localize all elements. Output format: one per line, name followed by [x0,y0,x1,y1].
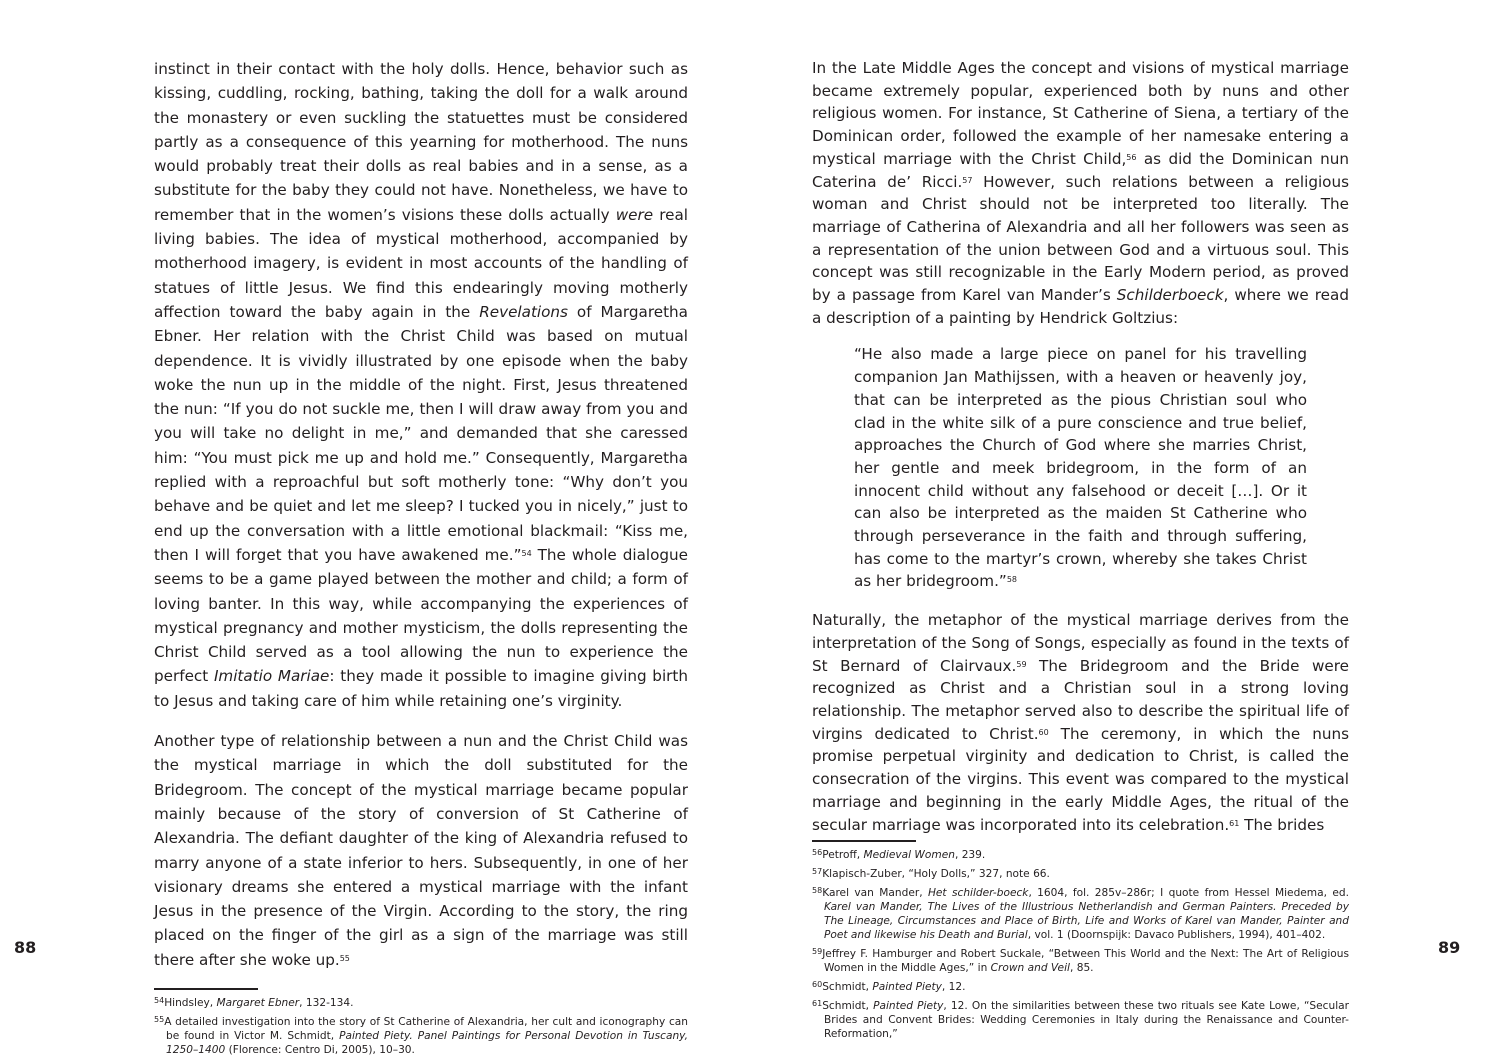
text-run: Jeffrey F. Hamburger and Robert Suckale, “Between This World and the Next: The Art of Religious Women in the Middle Ages,” in [822,948,1349,975]
footnote-ref: 56 [1126,152,1137,162]
footnote [812,867,1349,881]
italic-text: Karel van Mander, The Lives of the Illustrious Netherlandish and German Painters. Preceded by The Lineage, Circumstances and Place of Birth, Life and Works of Karel van Mander, Painter and Poet and likewise his Death and Burial [824,901,1349,942]
text-run: , 132-134. [299,996,354,1009]
body-paragraph [812,57,1349,329]
text-run: instinct in their contact with the holy dolls. Hence, behavior such as kissing, cuddling, rocking, bathing, taking the doll for a walk around the monastery or even suckling the statuettes must be considered partly as a consequence of this yearning for motherhood. The nuns would probably treat their dolls as real babies and in a sense, as a substitute for the baby they could not have. Nonetheless, we have to remember that in the women’s visions these dolls actually [154,60,688,224]
footnote-ref: 57 [962,175,973,185]
footnote-ref: 54 [521,548,532,558]
text-run: Karel van Mander, [822,887,928,900]
right-page [750,0,1500,1042]
text-run: , 12. On the similarities between these two rituals see Kate Lowe, “Secular Brides and Convent Brides: Wedding Ceremonies in Italy during the Renaissance and Counter-Reformation,” [824,1000,1349,1041]
text-run: as did the Dominican nun Caterina de’ Ricci. [812,149,1349,191]
italic-text: Crown and Veil [990,962,1070,975]
text-run: Klapisch-Zuber, “Holy Dolls,” 327, note 66. [822,868,1050,881]
text-run: The whole dialogue seems to be a game played between the mother and child; a form of loving banter. In this way, while accompanying the experiences of mystical pregnancy and mother mysticism, the dolls representing the Christ Child served as a tool allowing the nun to experience the perfect [154,545,689,686]
footnote-ref: 59 [1016,659,1027,669]
text-run: of Margaretha Ebner. Her relation with the Christ Child was based on mutual dependence. It is vividly illustrated by one episode when the baby woke the nun up in the middle of the night. First, Jesus threatened the nun: “If you do not suckle me, then I will draw away from you and you will take no delight in me,” and demanded that she caressed him: “You must pick me up and hold me.” Consequently, Margaretha replied with a reproachful but soft motherly tone: “Why don’t you behave and be quiet and let me sleep? I tucked you in nicely,” just to end up the conversation with a little emotional blackmail: “Kiss me, then I will forget that you have awakened me.” [154,302,688,564]
italic-text: Medieval Women [863,849,955,862]
footnote-number: 59 [812,947,823,957]
left-page [0,0,750,1056]
text-run: , vol. 1 (Doornspijk: Davaco Publishers, 1994), 401–402. [1027,929,1326,942]
text-run: (Florence: Centro Di, 2005), 10–30. [225,1043,415,1056]
text-run: Schmidt, [822,1000,874,1013]
footnote [154,1015,688,1057]
footnote-ref: 55 [339,953,350,963]
body-paragraph [154,729,688,972]
text-run: However, such relations between a religious woman and Christ should not be interpreted too literally. The marriage of Catherina of Alexandria and all her followers was seen as a representation of the union between God and a virtuous soul. This concept was still recognizable in the Early Modern period, as proved by a passage from Karel van Mander’s [812,172,1350,305]
text-run: , 85. [1069,962,1094,975]
left-text-column [154,57,688,1062]
footnote-ref: 58 [1006,575,1017,585]
text-run: Schmidt, [822,981,873,994]
text-run: The ceremony, in which the nuns promise perpetual virginity and dedication to Christ, is called the consecration of the virgins. This event was compared to the mystical marriage and beginning in the early Middle Ages, the ritual of the secular marriage was incorporated into its celebration. [812,724,1349,834]
text-run: , 239. [954,849,986,862]
italic-text: Margaret Ebner [216,996,300,1009]
footnote [812,999,1349,1041]
italic-text: Imitatio Mariae [213,667,330,686]
italic-text: Painted Piety [872,981,942,994]
footnote-separator [812,840,916,842]
footnote [812,886,1349,942]
footnote-ref: 60 [1038,727,1049,737]
footnote-separator [154,988,258,990]
right-text-column [812,57,1349,1046]
footnote-number: 55 [154,1014,165,1024]
footnote [154,996,688,1010]
text-run: The Bridegroom and the Bride were recognized as Christ and a Christian soul in a strong loving relationship. The metaphor served also to describe the spiritual life of virgins dedicated to Christ. [812,656,1349,743]
text-run: “He also made a large piece on panel for his travelling companion Jan Mathijssen, with a heaven or heavenly joy, that can be interpreted as the pious Christian soul who clad in the white silk of a pure conscience and true belief, approaches the Church of God where she marries Christ, her gentle and meek bridegroom, in the form of an innocent child without any falsehood or deceit […]. Or it can also be interpreted as the maiden St Catherine who through perseverance in the faith and through suffering, has come to the martyr’s crown, whereby she takes Christ as her bridegroom.” [854,345,1307,591]
italic-text: were [615,205,654,224]
footnote [812,980,1349,994]
block-quote [854,343,1307,593]
footnote-number: 54 [154,995,165,1005]
text-run: Petroff, [822,849,864,862]
italic-text: Painted Piety. Panel Paintings for Personal Devotion in Tuscany, 1250–1400 [166,1029,688,1056]
text-run: The brides [1239,815,1325,834]
text-run: , 1604, fol. 285v–286r; I quote from Hessel Miedema, ed. [1028,887,1349,900]
italic-text: Painted Piety [873,1000,944,1013]
footnote-number: 56 [812,848,823,858]
footnote-ref: 61 [1229,818,1240,828]
body-paragraph [812,609,1349,836]
text-run: Hindsley, [164,996,217,1009]
page-number: 88 [14,938,37,957]
text-run: Naturally, the metaphor of the mystical marriage derives from the interpretation of the Song of Songs, especially as found in the texts of St Bernard of Clairvaux. [812,611,1349,675]
text-run: , 12. [941,981,966,994]
text-run: Another type of relationship between a nun and the Christ Child was the mystical marriage in which the doll substituted for the Bridegroom. The concept of the mystical marriage became popular mainly because of the story of conversion of St Catherine of Alexandria. The defiant daughter of the king of Alexandria refused to marry anyone of a state inferior to hers. Subsequently, in one of her visionary dreams she entered a mystical marriage with the infant Jesus in the presence of the Virgin. According to the story, the ring placed on the finger of the girl as a sign of the marriage was still there after she woke up. [154,732,688,969]
italic-text: Revelations [479,302,568,321]
italic-text: Schilderboeck [1116,286,1224,305]
text-run: real living babies. The idea of mystical motherhood, accompanied by motherhood imagery, is evident in most accounts of the handling of statues of little Jesus. We find this endearingly moving motherly affection toward the baby again in the [154,205,688,321]
text-run: : they made it possible to imagine giving birth to Jesus and taking care of him while retaining one’s virginity. [154,667,688,710]
italic-text: Het schilder-boeck [927,887,1029,900]
body-paragraph [154,57,688,713]
text-run: A detailed investigation into the story of St Catherine of Alexandria, her cult and iconography can be found in Victor M. Schmidt, [164,1015,688,1042]
footnote [812,848,1349,862]
footnote-number: 60 [812,980,823,990]
text-run: , where we read a description of a painting by Hendrick Goltzius: [812,286,1349,327]
footnote-number: 58 [812,886,823,896]
page-number: 89 [1438,938,1461,957]
text-run: In the Late Middle Ages the concept and visions of mystical marriage became extremely popular, experienced both by nuns and other religious women. For instance, St Catherine of Siena, a tertiary of the Dominican order, followed the example of her namesake entering a mystical marriage with the Christ Child, [812,59,1349,168]
footnote-number: 57 [812,867,823,877]
footnote-number: 61 [812,999,823,1009]
footnote [812,947,1349,975]
